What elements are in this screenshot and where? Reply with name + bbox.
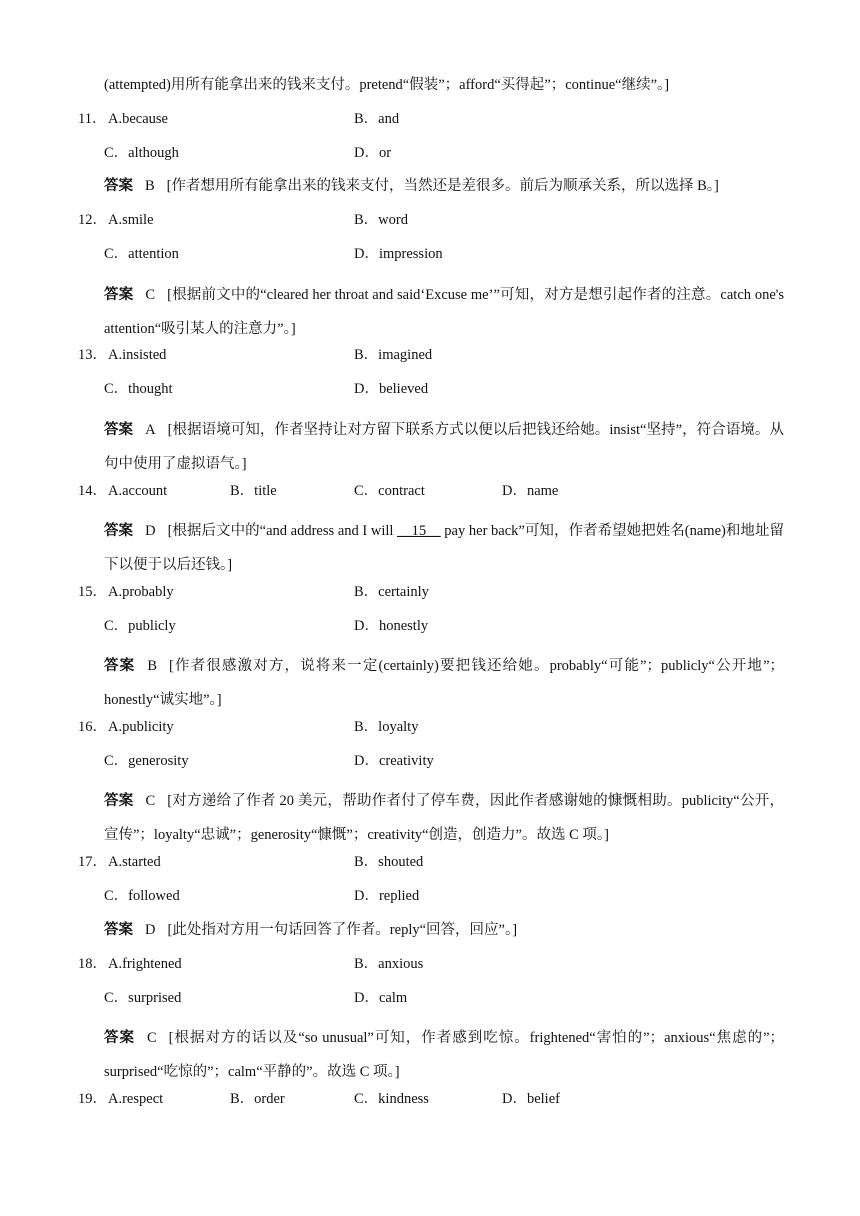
option-b: B．shouted bbox=[354, 854, 424, 870]
answer-key: C bbox=[145, 287, 156, 303]
answer-explanation: [作者很感激对方，说将来一定(certainly)要把钱还给她。probably“可能”；publicly“公开地”；honestly“诚实地”。] bbox=[104, 658, 784, 708]
answer-key: C bbox=[146, 1030, 157, 1046]
answer-key: B bbox=[145, 178, 155, 194]
answer-explanation: [根据对方的话以及“so unusual”可知，作者感到吃惊。frightened“害怕的”；anxious“焦虑的”；surprised“吃惊的”；calm“平静的”。故选 C 项。] bbox=[104, 1030, 785, 1080]
option-d: D．belief bbox=[502, 1091, 560, 1107]
option-b: B．loyalty bbox=[354, 719, 419, 735]
option-c: C．followed bbox=[104, 888, 180, 904]
answer-explanation: [根据前文中的“cleared her throat and said‘Excuse me’”可知，对方是想引起作者的注意。catch one's attention“吸引某人的注意力”。] bbox=[104, 287, 785, 337]
answer-explanation: [根据语境可知，作者坚持让对方留下联系方式以便以后把钱还给她。insist“坚持”，符合语境。从句中使用了虚拟语气。] bbox=[104, 422, 784, 472]
intro-line: (attempted)用所有能拿出来的钱来支付。pretend“假装”；afford“买得起”；continue“继续”。] bbox=[104, 77, 670, 93]
answer-line bbox=[104, 784, 784, 852]
option-a: A.probably bbox=[108, 584, 174, 600]
option-a: A.respect bbox=[108, 1091, 164, 1107]
option-b: B．certainly bbox=[354, 584, 429, 600]
option-a: A.publicity bbox=[108, 719, 174, 735]
question-number: 13． bbox=[78, 347, 107, 363]
answer-key: B bbox=[147, 658, 157, 674]
answer-label: 答案 bbox=[104, 922, 133, 938]
answer-label: 答案 bbox=[104, 1030, 135, 1046]
option-c: C．kindness bbox=[354, 1091, 429, 1107]
answer-label: 答案 bbox=[104, 422, 134, 438]
answer-explanation: [此处指对方用一句话回答了作者。reply“回答，回应”。] bbox=[167, 922, 518, 938]
option-d: D．honestly bbox=[354, 618, 429, 634]
option-c: C．publicly bbox=[104, 618, 176, 634]
answer-line bbox=[104, 514, 784, 582]
option-d: D．creativity bbox=[354, 753, 434, 769]
question-number: 11． bbox=[78, 111, 107, 127]
option-a: A.frightened bbox=[108, 956, 182, 972]
option-c: C．thought bbox=[104, 381, 173, 397]
answer-label: 答案 bbox=[104, 523, 134, 539]
answer-label: 答案 bbox=[104, 178, 133, 194]
answer-explanation-end: pay her back”可知，作者希望她把姓名(name)和地址留下以便于以后还钱。] bbox=[104, 523, 784, 573]
answer-line bbox=[104, 176, 784, 196]
option-d: D．impression bbox=[354, 246, 443, 262]
option-c: C．although bbox=[104, 145, 179, 161]
question-number: 12． bbox=[78, 212, 107, 228]
question-number: 18． bbox=[78, 956, 107, 972]
answer-line bbox=[104, 1021, 784, 1089]
option-c: C．attention bbox=[104, 246, 179, 262]
answer-label: 答案 bbox=[104, 658, 136, 674]
option-c: C．contract bbox=[354, 483, 425, 499]
answer-line bbox=[104, 920, 784, 940]
option-a: A.insisted bbox=[108, 347, 167, 363]
answer-label: 答案 bbox=[104, 287, 134, 303]
option-c: C．generosity bbox=[104, 753, 189, 769]
answer-line bbox=[104, 278, 784, 346]
answer-explanation-start: [根据后文中的“and address and I will bbox=[167, 523, 398, 539]
option-b: B．word bbox=[354, 212, 408, 228]
answer-label: 答案 bbox=[104, 793, 134, 809]
option-d: D．name bbox=[502, 483, 559, 499]
answer-explanation: [作者想用所有能拿出来的钱来支付，当然还是差很多。前后为顺承关系，所以选择 B。] bbox=[166, 178, 719, 194]
answer-explanation: [对方递给了作者 20 美元，帮助作者付了停车费，因此作者感谢她的慷慨相助。publicity“公开，宣传”；loyalty“忠诚”；generosity“慷慨”；creativity“创造，创造力”。故选 C 项。] bbox=[104, 793, 785, 843]
option-b: B．and bbox=[354, 111, 400, 127]
question-number: 14． bbox=[78, 483, 107, 499]
blank-number: __15__ bbox=[397, 523, 441, 539]
option-d: D．calm bbox=[354, 990, 408, 1006]
question-number: 17． bbox=[78, 854, 107, 870]
answer-line bbox=[104, 413, 784, 481]
answer-key: A bbox=[145, 422, 156, 438]
option-b: B．order bbox=[230, 1091, 285, 1107]
option-b: B．title bbox=[230, 483, 277, 499]
option-a: A.because bbox=[108, 111, 168, 127]
question-number: 15． bbox=[78, 584, 107, 600]
answer-key: C bbox=[145, 793, 156, 809]
option-a: A.smile bbox=[108, 212, 154, 228]
option-a: A.account bbox=[108, 483, 168, 499]
answer-key: D bbox=[145, 523, 156, 539]
option-c: C．surprised bbox=[104, 990, 182, 1006]
answer-key: D bbox=[145, 922, 156, 938]
option-b: B．anxious bbox=[354, 956, 424, 972]
question-number: 16． bbox=[78, 719, 107, 735]
option-d: D．or bbox=[354, 145, 392, 161]
option-b: B．imagined bbox=[354, 347, 433, 363]
answer-line bbox=[104, 649, 784, 717]
option-d: D．believed bbox=[354, 381, 429, 397]
option-a: A.started bbox=[108, 854, 161, 870]
option-d: D．replied bbox=[354, 888, 420, 904]
question-number: 19． bbox=[78, 1091, 107, 1107]
